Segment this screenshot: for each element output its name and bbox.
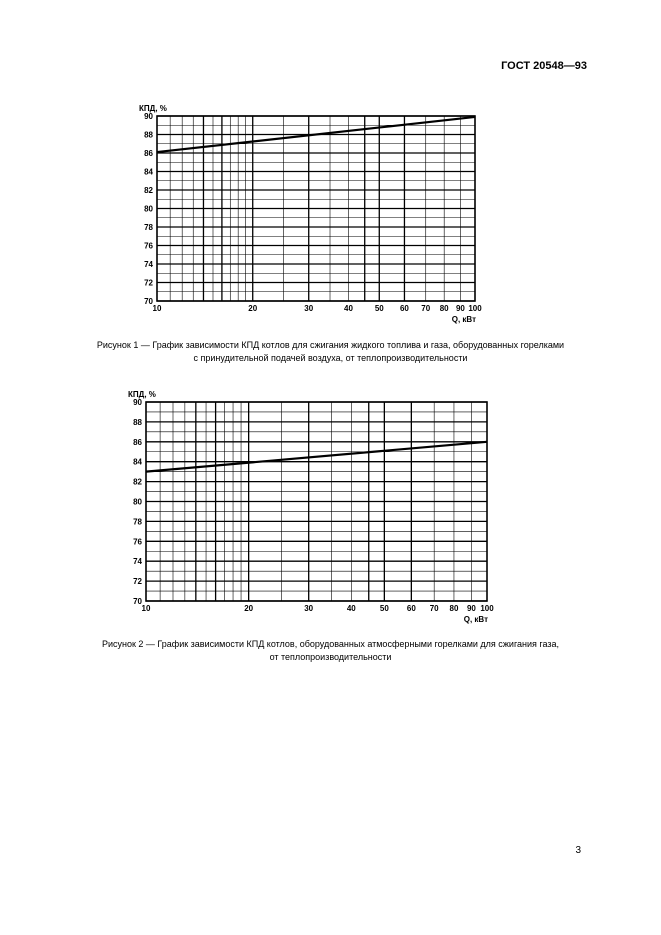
chart1-x-axis-label: Q, кВт [451, 315, 476, 324]
chart2-x-tick-label: 10 [141, 604, 151, 613]
chart1-x-tick-label: 30 [304, 304, 314, 313]
chart1-x-tick-label: 100 [468, 304, 482, 313]
caption-2-line-2: от теплопроизводительности [269, 652, 392, 662]
chart2-y-tick-label: 72 [133, 577, 142, 587]
chart2-x-tick-label: 70 [429, 604, 439, 613]
chart2-x-axis-label: Q, кВт [463, 615, 488, 624]
caption-1-line-1: Рисунок 1 — График зависимости КПД котлов для сжигания жидкого топлива и газа, оборудованных горелками [96, 340, 565, 350]
chart1-y-tick-label: 88 [144, 130, 153, 140]
document-id: ГОСТ 20548—93 [501, 60, 587, 72]
chart2-y-tick-label: 88 [133, 417, 142, 427]
chart1-y-tick-label: 90 [144, 112, 153, 121]
chart1-x-tick-label: 70 [421, 304, 431, 313]
chart1-y-tick-label: 74 [144, 260, 153, 269]
chart1-y-tick-label: 76 [144, 241, 153, 251]
chart2-y-tick-label: 78 [133, 517, 142, 527]
chart2-x-tick-label: 90 [466, 604, 476, 613]
chart2-y-tick-label: 90 [133, 398, 142, 407]
chart1-y-axis-label: КПД, % [139, 104, 167, 113]
chart2-y-tick-label: 70 [133, 597, 142, 606]
chart2-y-tick-label: 84 [133, 457, 142, 467]
chart2-x-tick-label: 60 [406, 604, 416, 613]
chart2-y-tick-label: 74 [133, 557, 142, 567]
chart2-x-tick-label: 50 [379, 604, 389, 613]
chart1-y-tick-label: 70 [144, 297, 153, 306]
chart1-x-tick-label: 90 [455, 304, 465, 313]
chart1-x-tick-label: 60 [399, 304, 409, 313]
chart2-y-tick-label: 76 [133, 537, 142, 547]
chart1-x-tick-label: 10 [152, 304, 162, 313]
chart1-x-tick-label: 20 [248, 304, 258, 313]
caption-2-line-1: Рисунок 2 — График зависимости КПД котлов, оборудованных атмосферными горелками для сжигания газа, [101, 639, 560, 649]
caption-2 [0, 638, 661, 664]
chart2-y-tick-label: 86 [133, 437, 142, 447]
chart2-x-tick-label: 20 [244, 604, 254, 613]
chart2-y-tick-label: 80 [133, 497, 142, 507]
chart1-x-tick-label: 40 [344, 304, 353, 313]
chart1-y-tick-label: 78 [144, 223, 153, 232]
chart1-x-tick-label: 80 [439, 304, 449, 313]
chart1-y-tick-label: 80 [144, 204, 153, 214]
chart2-y-tick-label: 82 [133, 477, 142, 487]
chart1-y-tick-label: 86 [144, 149, 153, 158]
chart2-x-tick-label: 100 [480, 604, 494, 613]
chart2-x-tick-label: 30 [304, 604, 314, 613]
chart1-y-tick-label: 84 [144, 167, 153, 177]
chart1-y-tick-label: 82 [144, 186, 153, 195]
page-number: 3 [575, 845, 581, 856]
caption-1-line-2: с принудительной подачей воздуха, от теплопроизводительности [193, 353, 468, 363]
chart2-y-axis-label: КПД, % [128, 390, 156, 399]
chart1-y-tick-label: 72 [144, 278, 153, 288]
chart2-series-line [146, 442, 487, 472]
chart2-x-tick-label: 40 [346, 604, 356, 613]
chart1-x-tick-label: 50 [374, 304, 384, 313]
chart2-x-tick-label: 80 [449, 604, 459, 613]
